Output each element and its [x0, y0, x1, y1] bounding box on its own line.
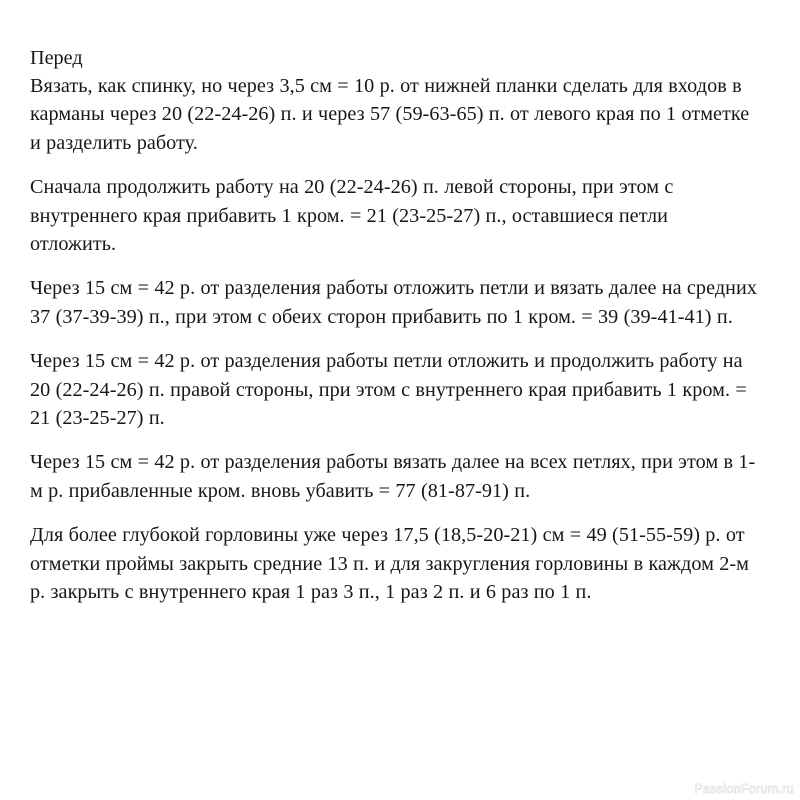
section-heading: Перед [30, 47, 83, 69]
pattern-paragraph-5: Через 15 см = 42 р. от разделения работы вязать далее на всех петлях, при этом в 1-м р. прибавленные кром. вновь убавить = 77 (81-87-91) п. [30, 451, 756, 502]
pattern-paragraph-4: Через 15 см = 42 р. от разделения работы петли отложить и продолжить работу на 20 (22-24-26) п. правой стороны, при этом с внутреннего края прибавить 1 кром. = 21 (23-25-27) п. [30, 350, 753, 429]
watermark: PassionForum.ru [694, 782, 794, 796]
pattern-text-body [30, 44, 763, 606]
pattern-paragraph-2: Сначала продолжить работу на 20 (22-24-26) п. левой стороны, при этом с внутреннего края прибавить 1 кром. = 21 (23-25-27) п., оставшиеся петли отложить. [30, 176, 679, 255]
pattern-paragraph-6: Для более глубокой горловины уже через 17,5 (18,5-20-21) см = 49 (51-55-59) р. от отметки проймы закрыть средние 13 п. и для закругления горловины в каждом 2-м р. закрыть с внутреннего края 1 раз 3 п., 1 раз 2 п. и 6 раз по 1 п. [30, 524, 755, 603]
pattern-paragraph-1: Вязать, как спинку, но через 3,5 см = 10 р. от нижней планки сделать для входов в карманы через 20 (22-24-26) п. и через 57 (59-63-65) п. от левого края по 1 отметке и разделить работу. [30, 75, 755, 154]
pattern-paragraph-3: Через 15 см = 42 р. от разделения работы отложить петли и вязать далее на средних 37 (37-39-39) п., при этом с обеих сторон прибавить по 1 кром. = 39 (39-41-41) п. [30, 277, 763, 328]
